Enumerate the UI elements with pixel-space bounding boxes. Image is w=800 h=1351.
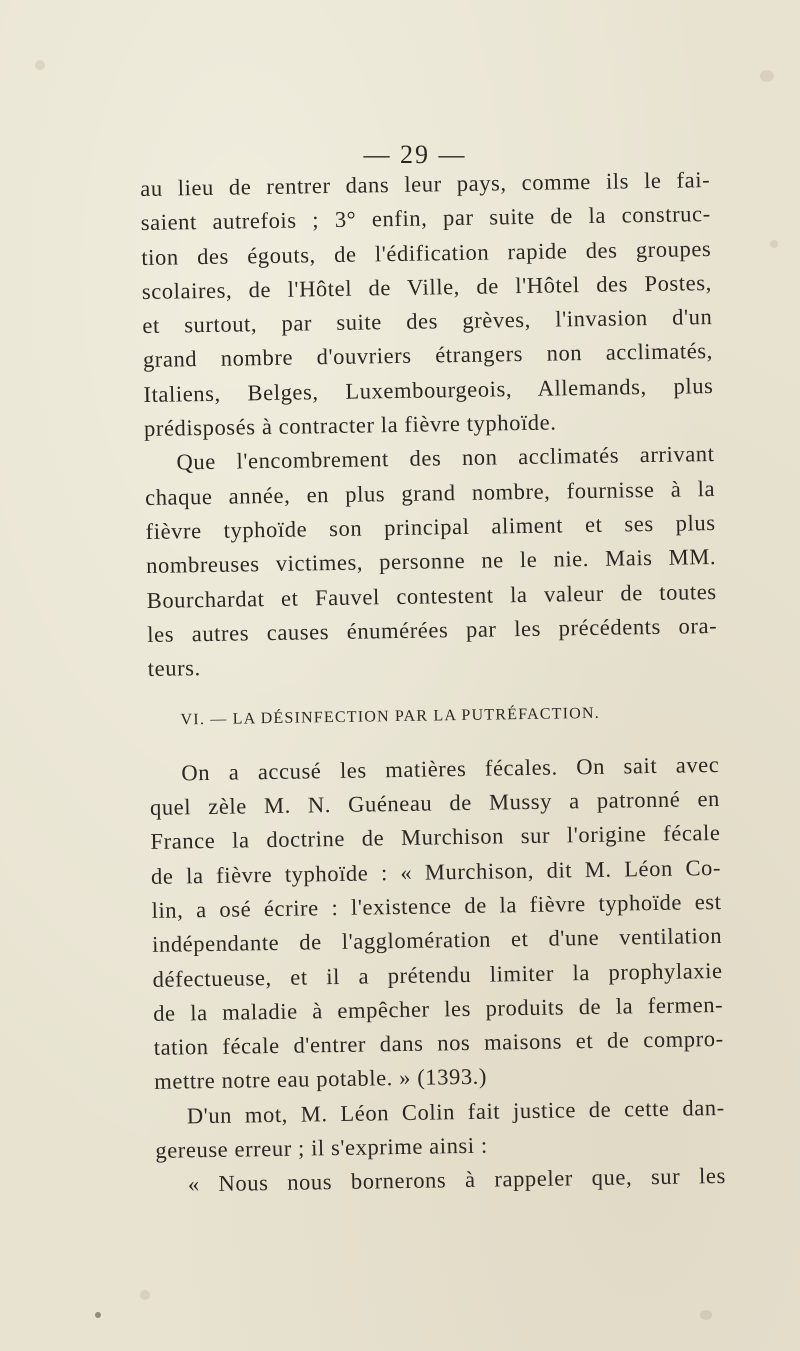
text-line: lin, a osé écrire : l'existence de la fièvre typhoïde est [151, 888, 722, 923]
text-line: Italiens, Belges, Luxembourgeois, Allemands, plus [143, 372, 714, 407]
text-line: scolaires, de l'Hôtel de Ville, de l'Hôtel des Postes, [141, 269, 713, 304]
text-line: tion des égouts, de l'édification rapide des groupes [141, 235, 712, 270]
section-heading: VI. — LA DÉSINFECTION PAR LA PUTRÉFACTION. [180, 705, 601, 729]
paragraph [155, 1091, 726, 1169]
paper-stain [35, 60, 45, 70]
text-line: On a accusé les matières fécales. On sait avec [181, 751, 720, 786]
text-line: Que l'encombrement des non acclimatés arrivant [176, 441, 715, 475]
paragraph [144, 437, 718, 686]
text-line: grand nombre d'ouvriers étrangers non acclimatés, [142, 338, 714, 373]
text-line: Bourchardat et Fauvel contestent la valeur de toutes [146, 578, 717, 613]
text-line: de la fièvre typhoïde : « Murchison, dit M. Léon Co- [150, 854, 722, 889]
page-number: — 29 — [363, 140, 467, 169]
text-line: teurs. [147, 655, 201, 682]
text-line: chaque année, en plus grand nombre, fournisse à la [144, 475, 716, 510]
text-line: mettre notre eau potable. » (1393.) [154, 1064, 488, 1095]
paragraph [140, 163, 714, 446]
paragraph [149, 748, 724, 1100]
text-line: quel zèle M. N. Guéneau de Mussy a patronné en [149, 786, 721, 820]
text-line: indépendante de l'agglomération et d'une ventilation [151, 923, 723, 958]
text-line: nombreuses victimes, personne ne le nie. Mais MM. [145, 544, 717, 579]
text-line: gereuse erreur ; il s'exprime ainsi : [155, 1132, 488, 1163]
paper-stain [770, 240, 778, 248]
text-line: défectueuse, et il a prétendu limiter la prophylaxie [152, 957, 723, 992]
text-line: et surtout, par suite des grèves, l'invasion d'un [142, 304, 713, 339]
text-line: saient autrefois ; 3° enfin, par suite de la construc- [140, 201, 711, 236]
text-line: France la doctrine de Murchison sur l'origine fécale [150, 820, 721, 855]
text-line: fièvre typhoïde son principal aliment et ses plus [145, 509, 716, 544]
text-line: « Nous nous bornerons à rappeler que, sur les [187, 1163, 727, 1197]
paper-stain [140, 1290, 150, 1300]
text-line: de la maladie à empêcher les produits de la fermen- [153, 991, 724, 1026]
paper-stain [95, 1312, 101, 1318]
paper-stain [700, 1310, 712, 1320]
text-line: prédisposés à contracter la fièvre typhoïde. [143, 409, 557, 442]
paper-stain [760, 70, 774, 82]
text-line: au lieu de rentrer dans leur pays, comme ils le fai- [140, 167, 711, 201]
text-line: tation fécale d'entrer dans nos maisons et de compro- [153, 1026, 724, 1061]
text-line: les autres causes énumérées par les précédents ora- [147, 612, 718, 647]
text-line: D'un mot, M. Léon Colin fait justice de cette dan- [186, 1094, 725, 1129]
body-text [140, 163, 726, 1202]
